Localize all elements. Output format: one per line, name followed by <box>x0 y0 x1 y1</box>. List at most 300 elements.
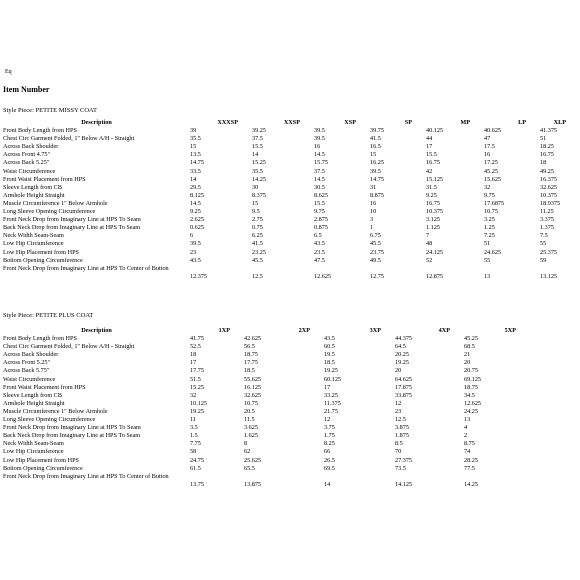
table-row <box>3 240 580 248</box>
measurement-value: 41.375 <box>540 127 558 135</box>
measurement-description: Muscle Circumference 1" Below Armhole <box>3 407 108 415</box>
measurement-value: 43.5 <box>324 335 335 343</box>
measurement-value: 25.375 <box>540 248 558 256</box>
measurement-value: 10.75 <box>484 208 498 216</box>
measurement-value: 45.25 <box>484 167 498 175</box>
table-row <box>3 359 530 367</box>
measurement-value: 12.625 <box>464 399 482 407</box>
measurement-value: 4 <box>464 424 468 432</box>
measurement-value: 14.5 <box>314 175 325 183</box>
table-row <box>3 232 580 240</box>
measurement-value: 7.25 <box>484 232 495 240</box>
measurement-value: 42.625 <box>244 335 262 343</box>
measurement-value: 3.75 <box>324 424 335 432</box>
measurement-description: Low Hip Placement from HPS <box>3 456 79 464</box>
plus-style-label: Style Piece: PETITE PLUS COAT <box>3 312 94 319</box>
table-row <box>3 135 580 143</box>
measurement-value: 14.75 <box>370 175 384 183</box>
measurement-value: 8.75 <box>464 440 475 448</box>
measurement-value: 16.375 <box>540 175 558 183</box>
measurement-value: 17.6875 <box>484 199 505 207</box>
measurement-description: Armhole Height Straight <box>3 399 65 407</box>
measurement-description: Front Waist Placement from HPS <box>3 383 86 391</box>
plus-spec-table <box>3 327 530 489</box>
measurement-value: 3.375 <box>540 216 554 224</box>
measurement-description: Across Back Shoulder <box>3 351 59 359</box>
measurement-value: 6.25 <box>252 232 263 240</box>
measurement-value: 11.25 <box>540 208 554 216</box>
measurement-value: 9.75 <box>314 208 325 216</box>
missy-column-header: Description <box>81 119 112 126</box>
measurement-value: 16.125 <box>244 383 262 391</box>
measurement-value: 13.5 <box>190 151 201 159</box>
measurement-value: 15 <box>370 151 377 159</box>
measurement-description: Front Body Length from HPS <box>3 335 77 343</box>
measurement-value: 13.125 <box>540 272 558 280</box>
measurement-value: 1.25 <box>484 224 495 232</box>
measurement-value: 44 <box>426 135 433 143</box>
measurement-value: 18 <box>540 159 547 167</box>
measurement-value: 17 <box>190 359 197 367</box>
measurement-value: 12.5 <box>252 272 263 280</box>
table-row <box>3 367 530 375</box>
table-row <box>3 465 530 473</box>
measurement-value: 24.625 <box>484 248 502 256</box>
measurement-description: Muscle Circumference 1" Below Armhole <box>3 199 108 207</box>
measurement-value: 24.125 <box>426 248 444 256</box>
measurement-value: 24.25 <box>464 407 478 415</box>
measurement-value: 13 <box>464 416 471 424</box>
table-row <box>3 416 530 424</box>
measurement-description: Front Waist Placement from HPS <box>3 175 86 183</box>
missy-column-header: XXXSP <box>217 119 238 126</box>
plus-column-header: 1XP <box>218 327 230 334</box>
measurement-description: Armhole Height Straight <box>3 191 65 199</box>
measurement-description: Low Hip Placement from HPS <box>3 248 79 256</box>
measurement-value: 15.25 <box>252 159 266 167</box>
measurement-value: 12.875 <box>426 272 444 280</box>
measurement-description: Bottom Opening Circumference <box>3 464 83 472</box>
measurement-description: Across Back 5.25" <box>3 159 50 167</box>
table-row <box>3 176 580 184</box>
measurement-description: Back Neck Drop from Imaginary Line at HPS To Seam <box>3 432 141 440</box>
measurement-value: 12 <box>324 416 331 424</box>
measurement-value: 17.25 <box>484 159 498 167</box>
measurement-value: 51 <box>540 135 547 143</box>
measurement-value: 51 <box>484 240 491 248</box>
measurement-description: Front Neck Drop from Imaginary Line at HPS To Seam <box>3 424 141 432</box>
measurement-value: 8 <box>244 440 248 448</box>
measurement-description: Low Hip Circumference <box>3 240 64 248</box>
measurement-description: Neck Width Seam-Seam <box>3 440 64 448</box>
measurement-value: 41.5 <box>252 240 263 248</box>
measurement-value: 20 <box>464 359 471 367</box>
measurement-value: 8.25 <box>324 440 335 448</box>
measurement-value: 15.5 <box>252 143 263 151</box>
table-row <box>3 200 580 208</box>
measurement-value: 18 <box>190 351 197 359</box>
measurement-value: 32 <box>190 391 197 399</box>
measurement-value: 66 <box>324 448 331 456</box>
measurement-value: 3 <box>370 216 374 224</box>
measurement-value: 9.75 <box>484 191 495 199</box>
measurement-value: 12.75 <box>370 272 384 280</box>
measurement-value: 42 <box>426 167 433 175</box>
measurement-value: 39.75 <box>370 127 384 135</box>
measurement-description: Back Neck Drop from Imaginary Line at HPS To Seam <box>3 224 141 232</box>
measurement-value: 60.5 <box>324 343 335 351</box>
measurement-value: 6.75 <box>370 232 381 240</box>
measurement-value: 14.75 <box>190 159 204 167</box>
measurement-value: 13 <box>484 272 491 280</box>
measurement-value: 1.75 <box>324 432 335 440</box>
measurement-value: 23.25 <box>252 248 266 256</box>
measurement-value: 14.5 <box>190 199 201 207</box>
measurement-value: 1.375 <box>540 224 554 232</box>
plus-header-row <box>3 327 530 335</box>
measurement-value: 39.5 <box>314 135 325 143</box>
table-row <box>3 432 530 440</box>
measurement-value: 69.5 <box>324 464 335 472</box>
measurement-description: Chest Circ Garment Folded, 1" Below A/H - Straight <box>3 135 135 143</box>
measurement-value: 14.25 <box>464 480 478 488</box>
measurement-value: 19.5 <box>324 351 335 359</box>
measurement-value: 17.75 <box>190 367 204 375</box>
table-row <box>3 335 530 343</box>
measurement-description: Neck Width Seam-Seam <box>3 232 64 240</box>
measurement-description: Waist Circumference <box>3 375 56 383</box>
measurement-value: 34.5 <box>464 391 475 399</box>
missy-column-header: MP <box>460 119 470 126</box>
measurement-value: 11.5 <box>244 416 255 424</box>
measurement-value: 52.5 <box>190 343 201 351</box>
table-row <box>3 400 530 408</box>
measurement-value: 11 <box>190 416 196 424</box>
measurement-value: 23 <box>395 407 402 415</box>
measurement-value: 1.875 <box>395 432 409 440</box>
measurement-description: Across Back 5.75" <box>3 367 50 375</box>
measurement-value: 1.125 <box>426 224 440 232</box>
measurement-value: 21.75 <box>324 407 338 415</box>
table-row <box>3 257 580 265</box>
measurement-value: 49.5 <box>370 256 381 264</box>
measurement-value: 27.375 <box>395 456 413 464</box>
measurement-description: Sleeve Length from CB <box>3 183 62 191</box>
measurement-value: 23.5 <box>314 248 325 256</box>
measurement-description: Sleeve Length from CB <box>3 391 62 399</box>
table-row <box>3 143 580 151</box>
measurement-value: 18.75 <box>244 351 258 359</box>
measurement-value: 30 <box>252 183 259 191</box>
measurement-value: 16 <box>370 199 377 207</box>
measurement-value: 70 <box>395 448 402 456</box>
measurement-description: Chest Circ Garment Folded, 1" Below A/H - Straight <box>3 343 135 351</box>
measurement-value: 77.5 <box>464 464 475 472</box>
measurement-value: 43.5 <box>190 256 201 264</box>
measurement-value: 10 <box>370 208 377 216</box>
measurement-value: 14 <box>252 151 259 159</box>
measurement-value: 16 <box>484 151 491 159</box>
measurement-value: 16.75 <box>426 199 440 207</box>
table-row <box>3 224 580 232</box>
measurement-value: 14.25 <box>252 175 266 183</box>
measurement-value: 33.875 <box>395 391 413 399</box>
measurement-value: 32 <box>484 183 491 191</box>
measurement-value: 19.25 <box>324 367 338 375</box>
measurement-value: 7 <box>426 232 430 240</box>
measurement-value: 2.75 <box>252 216 263 224</box>
measurement-value: 18.75 <box>464 383 478 391</box>
measurement-value: 32.625 <box>244 391 262 399</box>
measurement-value: 48 <box>426 240 433 248</box>
missy-header-row <box>3 119 580 127</box>
measurement-value: 10.375 <box>540 191 558 199</box>
measurement-value: 3.875 <box>395 424 409 432</box>
measurement-description: Front Neck Drop from Imaginary Line at HPS To Center of Button <box>3 264 169 272</box>
measurement-description: Across Front 4.75" <box>3 151 51 159</box>
measurement-value: 35.5 <box>190 135 201 143</box>
missy-column-header: LP <box>518 119 526 126</box>
missy-style-label: Style Piece: PETITE MISSY COAT <box>3 107 98 114</box>
missy-column-header: XXSP <box>283 119 300 126</box>
measurement-value: 64.625 <box>395 375 413 383</box>
measurement-value: 55.625 <box>244 375 262 383</box>
measurement-value: 8.875 <box>370 191 384 199</box>
measurement-value: 44.375 <box>395 335 413 343</box>
plus-column-header: 4XP <box>438 327 450 334</box>
measurement-value: 18.5 <box>324 359 335 367</box>
measurement-description: Waist Circumference <box>3 167 56 175</box>
measurement-value: 10.375 <box>426 208 444 216</box>
measurement-value: 31.5 <box>426 183 437 191</box>
measurement-description: Bottom Opening Circumference <box>3 256 83 264</box>
measurement-value: 12.625 <box>314 272 332 280</box>
measurement-value: 65.5 <box>244 464 255 472</box>
measurement-value: 29.5 <box>190 183 201 191</box>
measurement-value: 32.625 <box>540 183 558 191</box>
measurement-value: 51.5 <box>190 375 201 383</box>
table-row <box>3 376 530 384</box>
table-row <box>3 351 530 359</box>
missy-spec-table <box>3 119 580 281</box>
measurement-value: 11.375 <box>324 399 341 407</box>
measurement-value: 26.5 <box>324 456 335 464</box>
measurement-value: 17.875 <box>395 383 413 391</box>
measurement-value: 55 <box>540 240 547 248</box>
measurement-value: 68.5 <box>464 343 475 351</box>
measurement-value: 6 <box>190 232 194 240</box>
missy-column-header: SP <box>404 119 412 126</box>
measurement-value: 31 <box>370 183 377 191</box>
measurement-value: 0.625 <box>190 224 204 232</box>
table-row <box>3 216 580 224</box>
measurement-value: 40.625 <box>484 127 502 135</box>
measurement-value: 60.125 <box>324 375 342 383</box>
measurement-value: 8.5 <box>395 440 403 448</box>
measurement-value: 15.5 <box>314 199 325 207</box>
measurement-value: 18.25 <box>540 143 554 151</box>
missy-column-header: XLP <box>553 119 566 126</box>
measurement-value: 35.5 <box>252 167 263 175</box>
measurement-value: 15.25 <box>190 383 204 391</box>
measurement-value: 10.125 <box>190 399 208 407</box>
measurement-value: 12.375 <box>190 272 208 280</box>
measurement-value: 0.75 <box>252 224 263 232</box>
table-row <box>3 392 530 400</box>
measurement-value: 59 <box>540 256 547 264</box>
measurement-value: 64.5 <box>395 343 406 351</box>
measurement-value: 33.5 <box>190 167 201 175</box>
measurement-value: 40.125 <box>426 127 444 135</box>
measurement-value: 14 <box>324 480 331 488</box>
measurement-value: 14.5 <box>314 151 325 159</box>
measurement-value: 0.875 <box>314 224 328 232</box>
measurement-value: 69.125 <box>464 375 482 383</box>
measurement-value: 61.5 <box>190 464 201 472</box>
measurement-value: 15.5 <box>426 151 437 159</box>
measurement-value: 20.75 <box>464 367 478 375</box>
measurement-value: 19.25 <box>395 359 409 367</box>
measurement-value: 14.125 <box>395 480 413 488</box>
measurement-value: 18.5 <box>244 367 255 375</box>
plus-column-header: 5XP <box>504 327 516 334</box>
measurement-value: 43.5 <box>314 240 325 248</box>
measurement-value: 13.75 <box>190 480 204 488</box>
measurement-value: 8.375 <box>252 191 266 199</box>
table-row <box>3 151 580 159</box>
measurement-value: 16.75 <box>540 151 554 159</box>
measurement-description: Long Sleeve Opening Circumference <box>3 416 96 424</box>
measurement-value: 74 <box>464 448 471 456</box>
measurement-value: 1 <box>370 224 374 232</box>
table-row <box>3 249 580 257</box>
measurement-value: 16.75 <box>426 159 440 167</box>
measurement-description: Across Front 5.25" <box>3 359 51 367</box>
table-row <box>3 208 580 216</box>
table-row <box>3 448 530 456</box>
table-row <box>3 473 530 489</box>
table-row <box>3 440 530 448</box>
measurement-value: 3.125 <box>426 216 440 224</box>
measurement-value: 13.875 <box>244 480 262 488</box>
measurement-value: 19.25 <box>190 407 204 415</box>
measurement-value: 17 <box>426 143 433 151</box>
measurement-value: 17.75 <box>244 359 258 367</box>
measurement-description: Front Body Length from HPS <box>3 127 77 135</box>
measurement-value: 3.5 <box>190 424 198 432</box>
measurement-value: 3.25 <box>484 216 495 224</box>
measurement-value: 52 <box>426 256 433 264</box>
measurement-value: 39.5 <box>190 240 201 248</box>
measurement-value: 23.75 <box>370 248 384 256</box>
measurement-value: 1.625 <box>244 432 258 440</box>
measurement-value: 39.5 <box>370 167 381 175</box>
measurement-description: Front Neck Drop from Imaginary Line at HPS To Seam <box>3 216 141 224</box>
table-row <box>3 457 530 465</box>
table-row <box>3 192 580 200</box>
measurement-description: Front Neck Drop from Imaginary Line at HPS To Center of Button <box>3 472 169 480</box>
measurement-value: 30.5 <box>314 183 325 191</box>
measurement-value: 14 <box>190 175 197 183</box>
missy-column-header: XSP <box>344 119 356 126</box>
measurement-value: 9.25 <box>190 208 201 216</box>
plus-column-header: Description <box>81 327 112 334</box>
table-row <box>3 343 530 351</box>
measurement-value: 39 <box>190 127 197 135</box>
measurement-value: 9.25 <box>426 191 437 199</box>
measurement-value: 12 <box>395 399 402 407</box>
measurement-value: 10.75 <box>244 399 258 407</box>
measurement-value: 62 <box>244 448 251 456</box>
table-row <box>3 265 580 281</box>
table-row <box>3 424 530 432</box>
measurement-value: 15 <box>252 199 259 207</box>
table-row <box>3 384 530 392</box>
measurement-value: 39.25 <box>252 127 266 135</box>
plus-column-header: 3XP <box>369 327 381 334</box>
measurement-description: Long Sleeve Opening Circumference <box>3 208 96 216</box>
measurement-value: 1.5 <box>190 432 198 440</box>
measurement-value: 15 <box>190 143 197 151</box>
table-row <box>3 159 580 167</box>
measurement-value: 24.75 <box>190 456 204 464</box>
measurement-value: 2.875 <box>314 216 328 224</box>
measurement-value: 23 <box>190 248 197 256</box>
measurement-value: 47.5 <box>314 256 325 264</box>
measurement-value: 45.5 <box>252 256 263 264</box>
measurement-value: 7.75 <box>190 440 201 448</box>
measurement-value: 25.625 <box>244 456 262 464</box>
measurement-value: 47 <box>484 135 491 143</box>
corner-mark: Eq <box>5 69 12 75</box>
item-number-heading: Item Number <box>3 85 50 94</box>
table-row <box>3 168 580 176</box>
measurement-value: 16.5 <box>370 143 381 151</box>
measurement-value: 39.5 <box>314 127 325 135</box>
measurement-value: 20.5 <box>244 407 255 415</box>
measurement-value: 17 <box>324 383 331 391</box>
measurement-value: 41.75 <box>190 335 204 343</box>
table-row <box>3 408 530 416</box>
measurement-value: 37.5 <box>252 135 263 143</box>
measurement-value: 8.625 <box>314 191 328 199</box>
measurement-value: 16.25 <box>370 159 384 167</box>
plus-column-header: 2XP <box>298 327 310 334</box>
measurement-value: 56.5 <box>244 343 255 351</box>
measurement-value: 18.9375 <box>540 199 561 207</box>
measurement-value: 21 <box>464 351 471 359</box>
measurement-value: 9.5 <box>252 208 260 216</box>
measurement-value: 49.25 <box>540 167 554 175</box>
measurement-value: 45.5 <box>370 240 381 248</box>
measurement-value: 41.5 <box>370 135 381 143</box>
measurement-value: 3.625 <box>244 424 258 432</box>
measurement-value: 15.125 <box>426 175 444 183</box>
measurement-value: 33.25 <box>324 391 338 399</box>
measurement-description: Low Hip Circumference <box>3 448 64 456</box>
measurement-value: 15.75 <box>314 159 328 167</box>
measurement-value: 12.5 <box>395 416 406 424</box>
measurement-value: 55 <box>484 256 491 264</box>
measurement-value: 58 <box>190 448 197 456</box>
measurement-value: 20 <box>395 367 402 375</box>
measurement-value: 16 <box>314 143 321 151</box>
measurement-value: 28.25 <box>464 456 478 464</box>
table-row <box>3 127 580 135</box>
measurement-value: 37.5 <box>314 167 325 175</box>
measurement-value: 2 <box>464 432 468 440</box>
measurement-value: 20.25 <box>395 351 409 359</box>
